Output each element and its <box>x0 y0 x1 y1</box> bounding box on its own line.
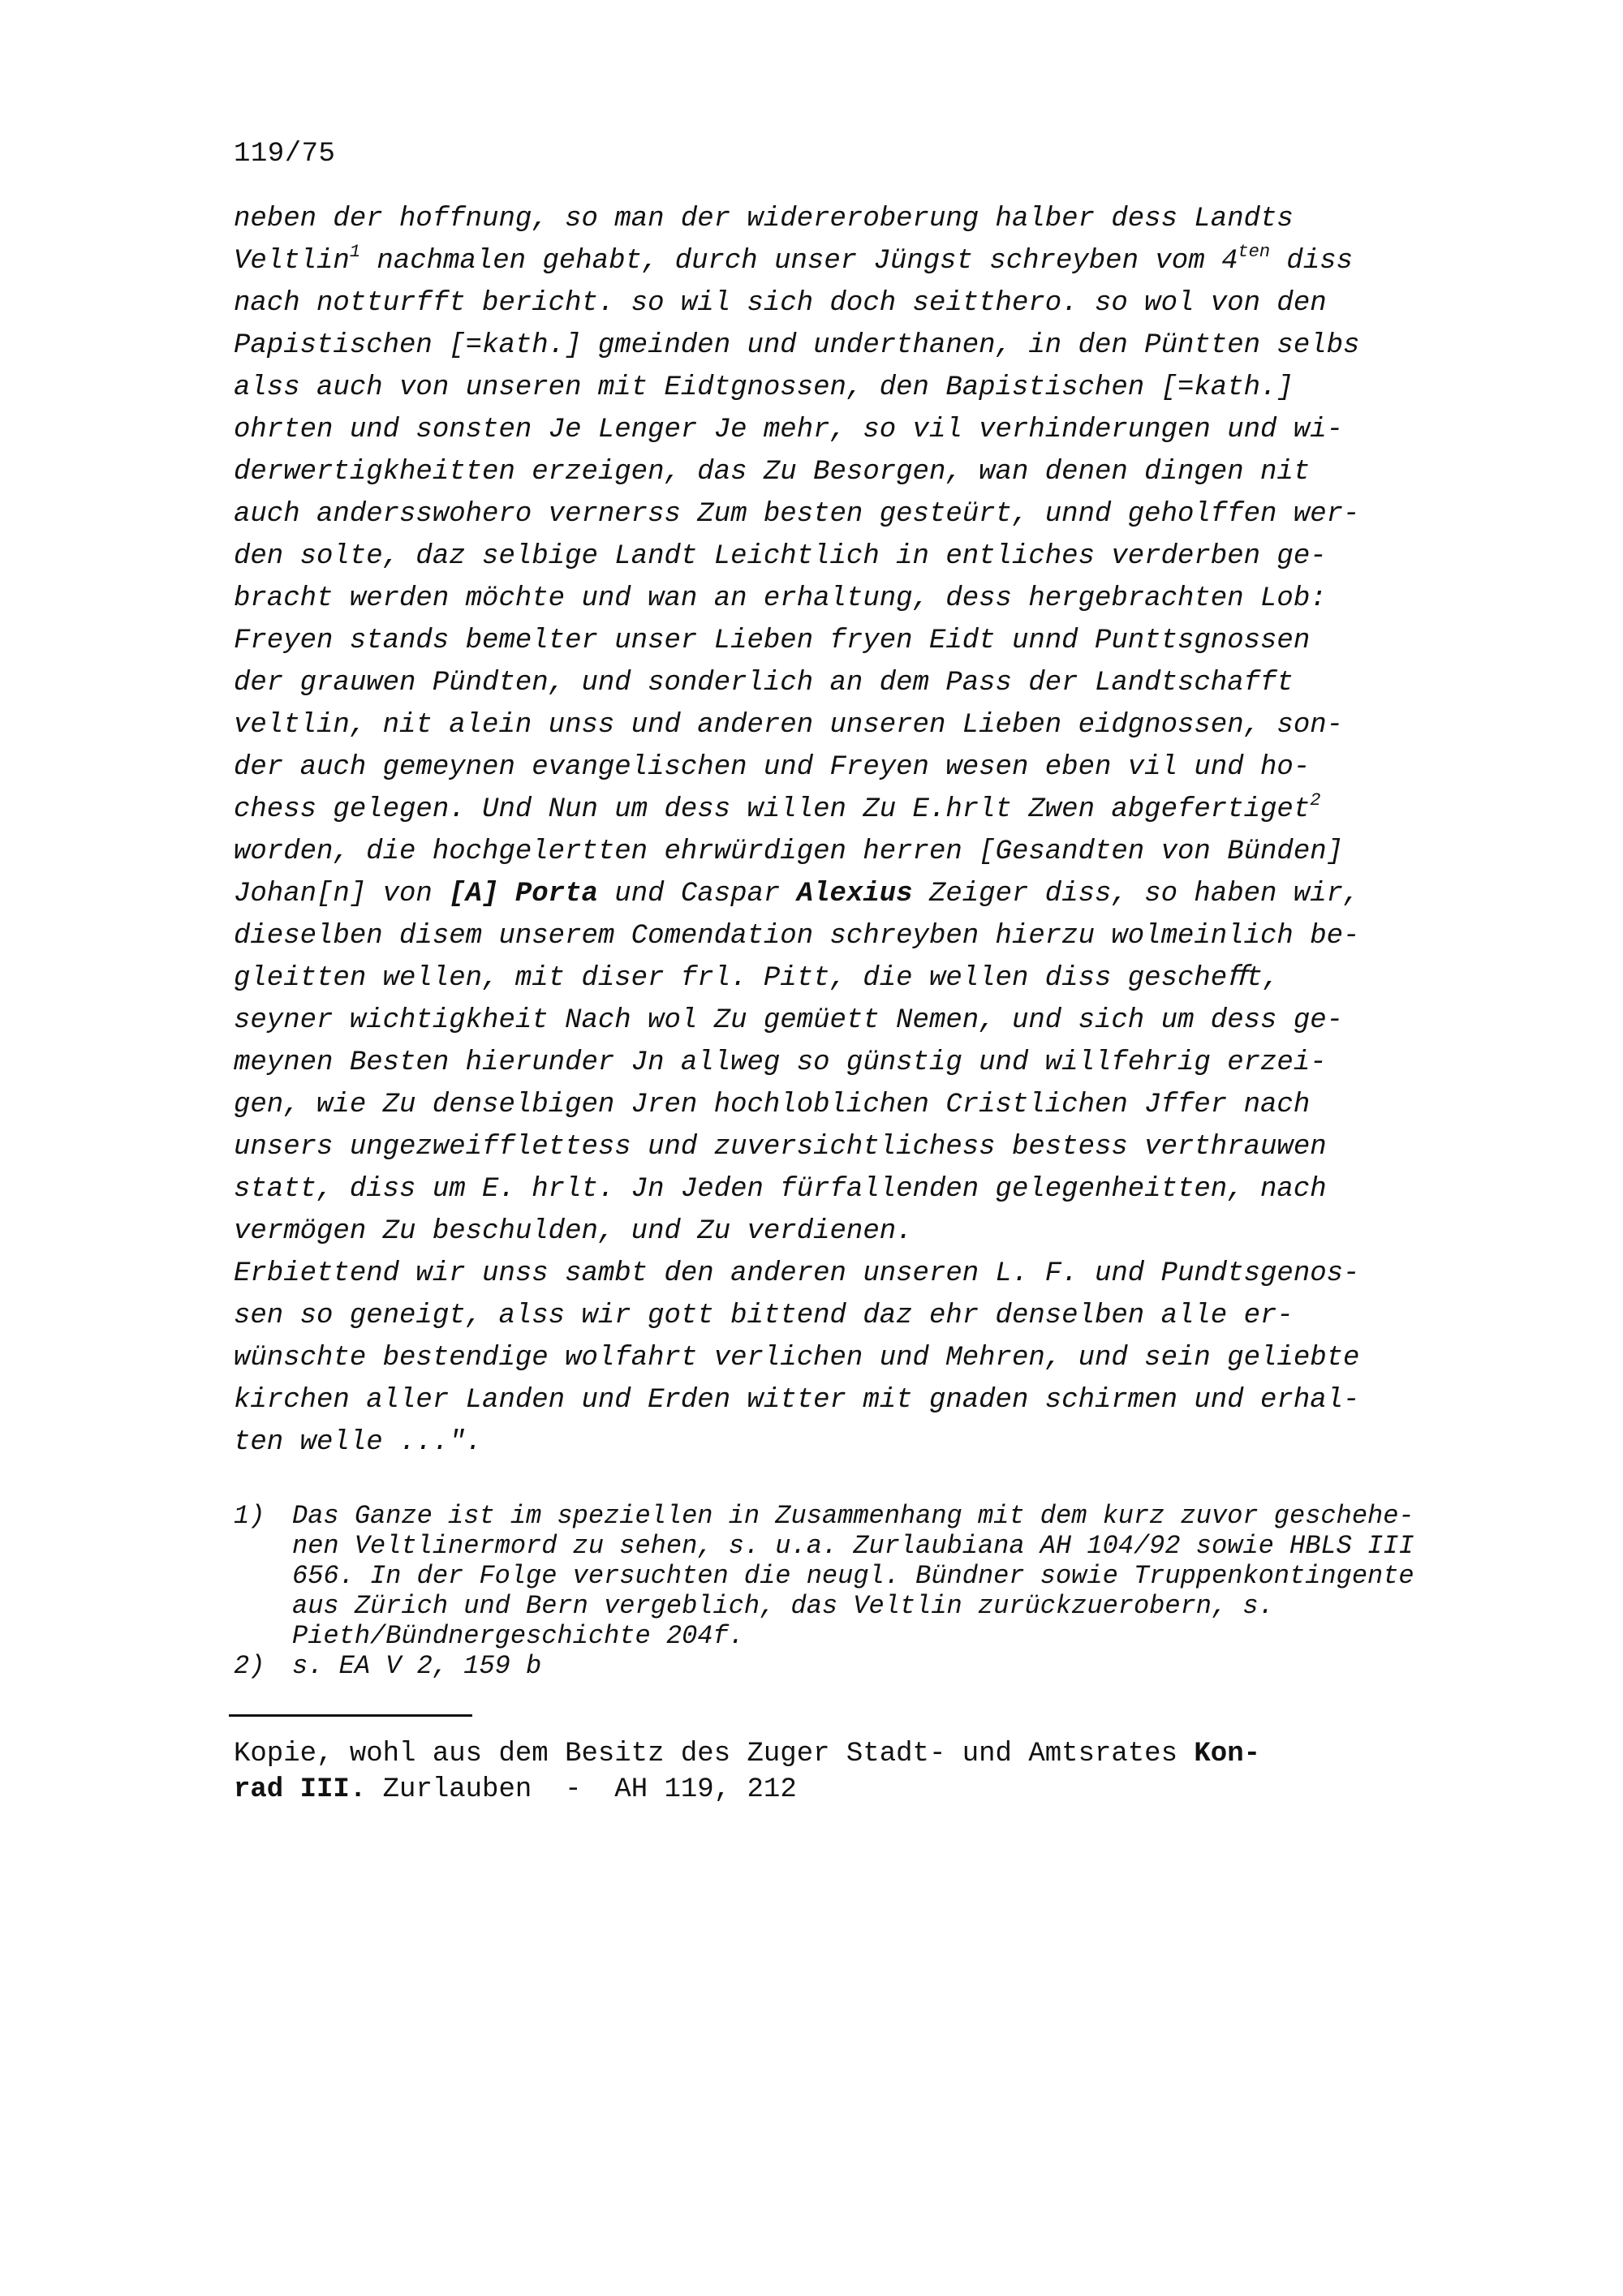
footnote-ref-2: 2 <box>1310 790 1321 810</box>
footnote-2 <box>234 1651 1500 1681</box>
body-line: bracht werden möchte und wan an erhaltung, dess hergebrachten Lob: <box>234 583 1327 614</box>
body-line: meynen Besten hierunder Jn allweg so günstig und willfehrig erzei- <box>234 1047 1327 1078</box>
footnote-line: nen Veltlinermord zu sehen, s. u.a. Zurlaubiana AH 104/92 sowie HBLS III <box>292 1531 1414 1561</box>
body-line: worden, die hochgelertten ehrwürdigen herren [Gesandten von Bünden] <box>234 836 1344 867</box>
body-line: der grauwen Pündten, und sonderlich an dem Pass der Landtschafft <box>234 668 1294 699</box>
body-line: Freyen stands bemelter unser Lieben fryen Eidt unnd Punttsgnossen <box>234 626 1311 656</box>
body-line: wünschte bestendige wolfahrt verlichen und Mehren, und sein geliebte <box>234 1343 1360 1374</box>
separator-rule <box>229 1714 472 1717</box>
body-line: chess gelegen. Und Nun um dess willen Zu E.hrlt Zwen abgefertiget$^2$ <box>234 790 1321 825</box>
name-porta: [A] Porta <box>449 879 598 909</box>
body-line: veltlin, nit alein unss und anderen unseren Lieben eidgnossen, son- <box>234 710 1344 741</box>
footnote-line: s. EA V 2, 159 b <box>292 1651 542 1681</box>
source-line: Kopie, wohl aus dem Besitz des Zuger Stadt- und Amtsrates Kon- <box>234 1739 1261 1769</box>
body-line: alss auch von unseren mit Eidtgnossen, den Bapistischen [=kath.] <box>234 372 1294 403</box>
body-line: Erbiettend wir unss sambt den anderen unseren L. F. und Pundtsgenos- <box>234 1258 1360 1289</box>
page-reference: 119/75 <box>234 139 336 170</box>
body-line: derwertigkheitten erzeigen, das Zu Besorgen, wan denen dingen nit <box>234 457 1311 488</box>
letter-body <box>234 198 1500 1464</box>
footnote-number: 2) <box>234 1651 265 1681</box>
body-line: unsers ungezweifflettess und zuversichtlichess bestess verthrauwen <box>234 1132 1327 1163</box>
ordinal-suffix: ten <box>1238 242 1271 262</box>
body-line: den solte, daz selbige Landt Leichtlich in entliches verderben ge- <box>234 541 1327 572</box>
source-note <box>234 1736 1260 1808</box>
body-line: kirchen aller Landen und Erden witter mit gnaden schirmen und erhal- <box>234 1385 1360 1416</box>
body-line: Veltlin$^1$ nachmalen gehabt, durch unser Jüngst schreyben vom $4^{ten}$ diss <box>234 242 1354 277</box>
body-line: gen, wie Zu denselbigen Jren hochloblichen Cristlichen Jffer nach <box>234 1090 1311 1120</box>
body-line: seyner wichtigkheit Nach wol Zu gemüett Nemen, und sich um dess ge- <box>234 1005 1344 1036</box>
body-line: ohrten und sonsten Je Lenger Je mehr, so vil verhinderungen und wi- <box>234 415 1344 445</box>
body-line: ten welle ...". <box>234 1427 483 1458</box>
footnotes <box>234 1501 1500 1681</box>
source-line: rad III. Zurlauben - AH 119, 212 <box>234 1774 797 1805</box>
body-line: statt, diss um E. hrlt. Jn Jeden fürfallenden gelegenheitten, nach <box>234 1174 1327 1205</box>
body-line: Johan[n] von [A] Porta und Caspar Alexius Zeiger diss, so haben wir, <box>234 879 1360 909</box>
footnote-line: Pieth/Bündnergeschichte 204f. <box>292 1621 744 1651</box>
footnote-1 <box>234 1501 1500 1651</box>
footnote-line: Das Ganze ist im speziellen in Zusammenhang mit dem kurz zuvor geschehe- <box>292 1501 1414 1531</box>
body-line: Papistischen [=kath.] gmeinden und underthanen, in den Püntten selbs <box>234 330 1360 361</box>
body-line: gleitten wellen, mit diser frl. Pitt, die wellen diss gescheﬀt, <box>234 963 1280 994</box>
body-line: sen so geneigt, alss wir gott bittend daz ehr denselben alle er- <box>234 1301 1294 1331</box>
footnote-line: 656. In der Folge versuchten die neugl. Bündner sowie Truppenkontingente <box>292 1561 1414 1591</box>
body-line: der auch gemeynen evangelischen und Freyen wesen eben vil und ho- <box>234 752 1311 783</box>
body-line: vermögen Zu beschulden, und Zu verdienen. <box>234 1216 913 1247</box>
body-line: dieselben disem unserem Comendation schreyben hierzu wolmeinlich be- <box>234 921 1360 952</box>
body-line: auch andersswohero vernerss Zum besten gesteürt, unnd geholffen wer- <box>234 499 1360 530</box>
body-line: nach notturfft bericht. so wil sich doch seitthero. so wol von den <box>234 288 1327 319</box>
footnote-ref-1: 1 <box>349 242 361 262</box>
name-alexius: Alexius <box>796 879 913 909</box>
body-line: neben der hoffnung, so man der widereroberung halber dess Landts <box>234 204 1294 234</box>
footnote-number: 1) <box>234 1501 265 1531</box>
footnote-line: aus Zürich und Bern vergeblich, das Veltlin zurückzuerobern, s. <box>292 1591 1274 1621</box>
